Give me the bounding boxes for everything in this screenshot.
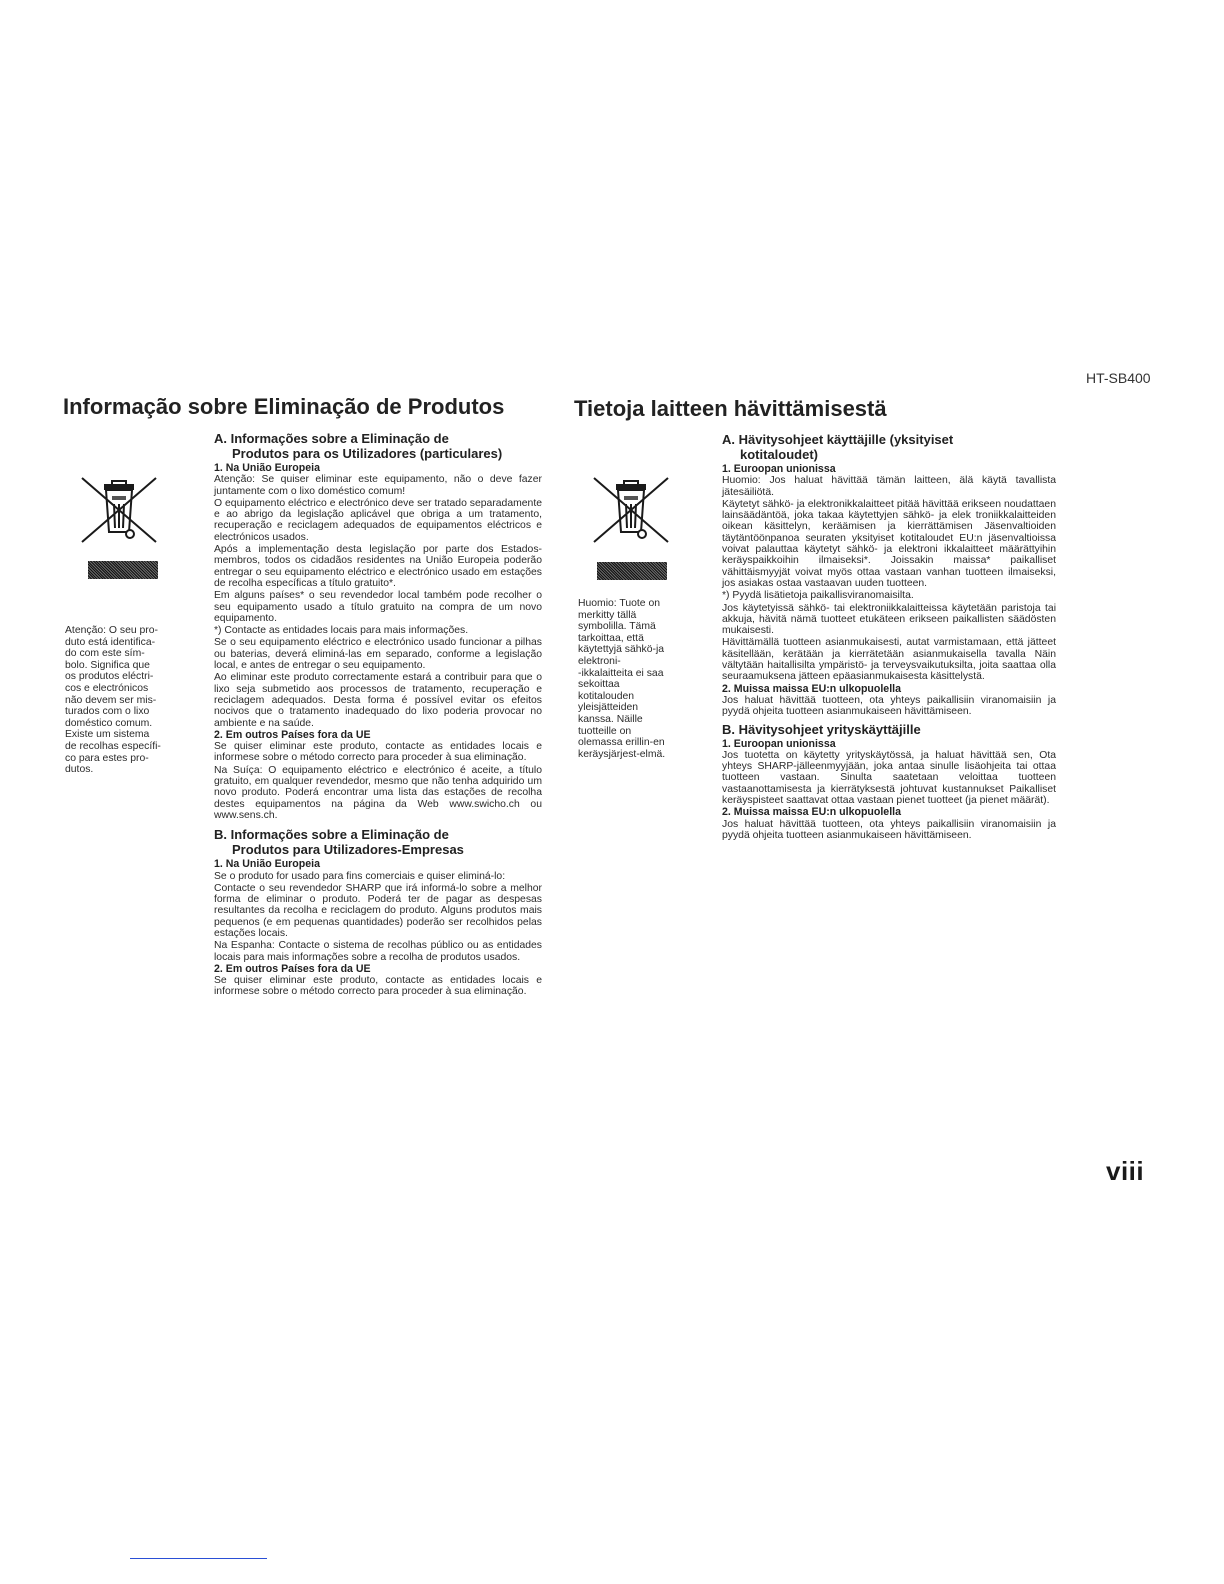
paragraph: Hävittämällä tuotteen asianmukaisesti, autat varmistamaan, että jätteet käsitellään, kerätään ja kierrätetään asianmukaisella tavalla Näin vältytään haitallisilta ympäristö- ja terveysvaikutuksilta, joita saattaa olla seuraamuksena jätteen epäasianmukaisesta käsittelystä. xyxy=(722,637,1056,683)
fi-symbol-note: Huomio: Tuote on merkitty tällä symbolilla. Tämä tarkoittaa, että käytettyjä sähkö-ja elektroni- -ikkalaitteita ei saa sekoittaa kotitalouden yleisjätteiden kanssa. Näille tuotteille on olemassa erillin-en keräysjärjest-elmä. xyxy=(578,598,666,760)
weee-bin-icon xyxy=(590,476,672,544)
pt-body-column xyxy=(214,431,542,999)
model-number: HT-SB400 xyxy=(1086,370,1151,386)
paragraph: Na Espanha: Contacte o sistema de recolhas público ou as entidades locais para mais informações sobre a recolha de produtos usados. xyxy=(214,940,542,963)
paragraph: Jos haluat hävittää tuotteen, ota yhteys paikallisiin viranomaisiin ja pyydä ohjeita tuotteen asianmukaiseen hävittämiseen. xyxy=(722,694,1056,718)
paragraph: Contacte o seu revendedor SHARP que irá informá-lo sobre a melhor forma de eliminar o produto. Poderá ter de pagar as despesas resultantes da recolha e reciclagem do produto. Alguns produtos mais pequenos (e em pequenas quantidades) poderão ser recolhidos pelas estações locais. xyxy=(214,882,542,939)
fi-section-a-heading: A. Hävitysohjeet käyttäjille (yksityiset kotitaloudet) xyxy=(722,432,954,462)
paragraph: Jos käytetyissä sähkö- tai elektroniikkalaitteissa käytetään paristoja tai akkuja, hävitä nämä tuotteet etukäteen erikseen paikallisten säädösten mukaisesti. xyxy=(722,602,1056,637)
paragraph: Atenção: Se quiser eliminar este equipamento, não o deve fazer juntamente com o lixo doméstico comum! xyxy=(214,474,542,497)
solid-bar-icon xyxy=(88,561,158,579)
pt-a-subheading-other: 2. Em outros Países fora da UE xyxy=(214,728,371,741)
paragraph: Ao eliminar este produto correctamente estará a contribuir para que o lixo seja submetido aos processos de tratamento, recuperação e reciclagem adequados. Desta forma é possível evitar os efeitos nocivos que o tratamento inadequado do lixo poderia provocar no ambiente e na saúde. xyxy=(214,672,542,729)
fi-b-subheading-eu: 1. Euroopan unionissa xyxy=(722,737,836,750)
fi-page-heading: Tietoja laitteen hävittämisestä xyxy=(574,396,887,421)
page-number: viii xyxy=(1106,1156,1145,1186)
footnote: *) Contacte as entidades locais para mais informações. xyxy=(214,625,469,637)
fi-section-b-heading: B. Hävitysohjeet yrityskäyttäjille xyxy=(722,721,921,737)
pt-page-heading: Informação sobre Eliminação de Produtos xyxy=(63,394,505,419)
paragraph: Na Suíça: O equipamento eléctrico e electrónico é aceite, a título gratuito, em qualquer revendedor, mesmo que não tenha adquirido um novo produto. Poderá encontrar uma lista das estações de recolha destes equipamentos na página da Web www.swicho.ch ou www.sens.ch. xyxy=(214,764,542,821)
paragraph: Se o produto for usado para fins comerciais e quiser eliminá-lo: xyxy=(214,870,506,882)
pt-b-subheading-eu: 1. Na União Europeia xyxy=(214,858,320,871)
paragraph: Jos haluat hävittää tuotteen, ota yhteys paikallisiin viranomaisiin ja pyydä ohjeita tuotteen asianmukaiseen hävittämiseen. xyxy=(722,818,1056,841)
paragraph: Se o seu equipamento eléctrico e electrónico usado funcionar a pilhas ou baterias, deverá eliminá-las em separado, conforme a legislação local, e antes de entregar o seu equipamento. xyxy=(214,637,542,672)
paragraph: Se quiser eliminar este produto, contacte as entidades locais e informese sobre o método correcto para proceder à sua eliminação. xyxy=(214,975,542,998)
weee-bin-icon xyxy=(78,476,160,544)
paragraph: Jos tuotetta on käytetty yrityskäytössä, ja haluat hävittää sen, Ota yhteys SHARP-jälleenmyyjään, joka antaa sinulle lisäohjeita tai ottaa tuotteen vastaan. Sinulta saatetaan veloittaa tuotteen vastaanottamisesta ja kierrätyksestä johtuvat kustannukset Paikalliset keräyspisteet saattavat ottaa vastaan pienet tuotteet (ja pienet määrät). xyxy=(722,749,1056,807)
fi-a-subheading-eu: 1. Euroopan unionissa xyxy=(722,463,836,475)
footnote: *) Pyydä lisätietoja paikallisviranomaisilta. xyxy=(722,590,914,602)
pt-section-b-heading: B. Informações sobre a Eliminação de Produtos para Utilizadores-Empresas xyxy=(214,827,464,858)
solid-bar-icon xyxy=(597,562,667,580)
pt-b-subheading-other: 2. Em outros Países fora da UE xyxy=(214,962,371,975)
paragraph: O equipamento eléctrico e electrónico deve ser tratado separadamente e ao abrigo da legislação aplicável que obriga a um tratamento, recuperação e reciclagem adequados de equipamentos eléctricos e electrónicos usados. xyxy=(214,497,542,543)
pt-section-a-heading: A. Informações sobre a Eliminação de Produtos para os Utilizadores (particulares) xyxy=(214,431,503,461)
pt-symbol-note: Atenção: O seu pro- duto está identifica- do com este sím- bolo. Significa que os produtos eléctri- cos e electrónicos não devem ser mis- turados com o lixo doméstico comum. Existe um sistema de recolhas específi- co para estes pro- dutos. xyxy=(65,625,161,776)
paragraph: Huomio: Jos haluat hävittää tämän laitteen, älä käytä tavallista jätesäiliötä. xyxy=(722,475,1056,498)
fi-a-subheading-other: 2. Muissa maissa EU:n ulkopuolella xyxy=(722,682,901,695)
paragraph: Em alguns países* o seu revendedor local também pode recolher o seu equipamento usado a título gratuito na compra de um novo equipamento. xyxy=(214,590,542,624)
bottom-divider xyxy=(130,1558,267,1559)
paragraph: Se quiser eliminar este produto, contacte as entidades locais e informese sobre o método correcto para proceder à sua eliminação. xyxy=(214,741,542,764)
fi-b-subheading-other: 2. Muissa maissa EU:n ulkopuolella xyxy=(722,806,901,819)
paragraph: Käytetyt sähkö- ja elektronikkalaitteet pitää hävittää erikseen noudattaen lainsäädäntöä, joka takaa käytettyjen sähkö- ja elek troniikkalaitteiden oikean käsittelyn, keräämisen ja kierrättämisen Jäsenvaltioiden täytäntöönpanoa seuraten yksityiset kotitaloudet EU:n jäsenvaltioissa voivat palauttaa käytetyt sähkö- ja elektroni ikkalaitteet määrättyihin keräyspaikkoihin ilmaiseksi*. Joissakin maissa* paikalliset vähittäismyyjät voivat myös ottaa vastaan vanhan tuotteen ilmaiseksi, jos asiakas ostaa vastaavan uuden tuotteen. xyxy=(722,498,1056,589)
pt-a-subheading-eu: 1. Na União Europeia xyxy=(214,462,320,474)
fi-body-column xyxy=(722,432,1056,842)
paragraph: Após a implementação desta legislação por parte dos Estados-membros, todos os cidadãos residentes na União Europeia poderão entregar o seu equipamento eléctrico e electrónico usado em estações de recolha específicas a título gratuito*. xyxy=(214,544,542,589)
